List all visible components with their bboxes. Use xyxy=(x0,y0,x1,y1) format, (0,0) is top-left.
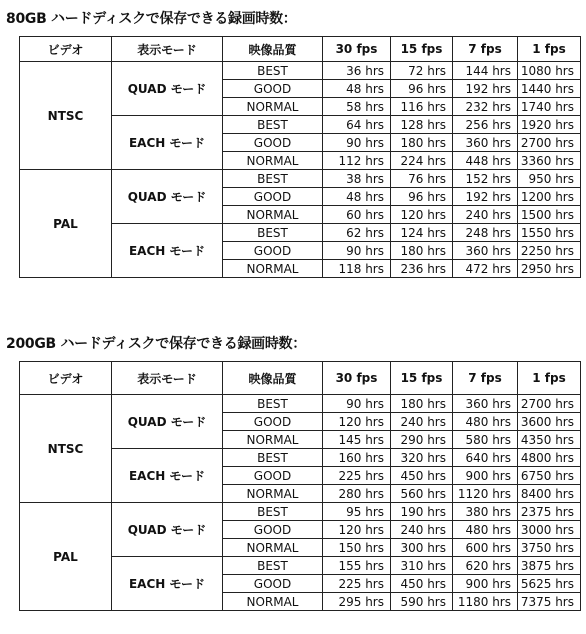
hours-cell: 295 hrs xyxy=(323,593,391,611)
quality-cell: GOOD xyxy=(223,521,323,539)
hours-cell: 180 hrs xyxy=(391,395,453,413)
hours-cell: 3875 hrs xyxy=(518,557,581,575)
display-mode-cell: QUAD モード xyxy=(112,62,223,116)
quality-cell: BEST xyxy=(223,449,323,467)
hours-cell: 120 hrs xyxy=(391,206,453,224)
hours-cell: 192 hrs xyxy=(453,80,518,98)
hours-cell: 118 hrs xyxy=(323,260,391,278)
quality-cell: NORMAL xyxy=(223,431,323,449)
hours-cell: 225 hrs xyxy=(323,467,391,485)
table-row xyxy=(20,170,581,188)
quality-cell: BEST xyxy=(223,224,323,242)
hours-cell: 3000 hrs xyxy=(518,521,581,539)
quality-cell: NORMAL xyxy=(223,98,323,116)
hours-cell: 1120 hrs xyxy=(453,485,518,503)
column-header: 表示モード xyxy=(112,37,223,62)
recording-table-80gb xyxy=(19,36,581,278)
column-header: ビデオ xyxy=(20,37,112,62)
hours-cell: 310 hrs xyxy=(391,557,453,575)
hours-cell: 150 hrs xyxy=(323,539,391,557)
hours-cell: 620 hrs xyxy=(453,557,518,575)
table-row xyxy=(20,503,581,521)
hours-cell: 450 hrs xyxy=(391,467,453,485)
quality-cell: NORMAL xyxy=(223,206,323,224)
hours-cell: 1550 hrs xyxy=(518,224,581,242)
hours-cell: 280 hrs xyxy=(323,485,391,503)
hours-cell: 48 hrs xyxy=(323,80,391,98)
hours-cell: 290 hrs xyxy=(391,431,453,449)
hours-cell: 3360 hrs xyxy=(518,152,581,170)
table-row xyxy=(20,395,581,413)
hours-cell: 124 hrs xyxy=(391,224,453,242)
column-header: 30 fps xyxy=(323,37,391,62)
hours-cell: 128 hrs xyxy=(391,116,453,134)
hours-cell: 560 hrs xyxy=(391,485,453,503)
hours-cell: 3750 hrs xyxy=(518,539,581,557)
quality-cell: GOOD xyxy=(223,188,323,206)
column-header: 1 fps xyxy=(518,362,581,395)
hours-cell: 116 hrs xyxy=(391,98,453,116)
hours-cell: 90 hrs xyxy=(323,134,391,152)
column-header: 1 fps xyxy=(518,37,581,62)
hours-cell: 190 hrs xyxy=(391,503,453,521)
display-mode-cell: EACH モード xyxy=(112,449,223,503)
quality-cell: BEST xyxy=(223,557,323,575)
hours-cell: 236 hrs xyxy=(391,260,453,278)
hours-cell: 1740 hrs xyxy=(518,98,581,116)
hours-cell: 580 hrs xyxy=(453,431,518,449)
hours-cell: 48 hrs xyxy=(323,188,391,206)
hours-cell: 360 hrs xyxy=(453,395,518,413)
hours-cell: 240 hrs xyxy=(391,413,453,431)
column-header: 表示モード xyxy=(112,362,223,395)
hours-cell: 3600 hrs xyxy=(518,413,581,431)
quality-cell: BEST xyxy=(223,503,323,521)
display-mode-cell: EACH モード xyxy=(112,116,223,170)
display-mode-cell: EACH モード xyxy=(112,224,223,278)
hours-cell: 225 hrs xyxy=(323,575,391,593)
hours-cell: 90 hrs xyxy=(323,242,391,260)
hours-cell: 120 hrs xyxy=(323,521,391,539)
section-title-200gb: 200GB ハードディスクで保存できる録画時数： xyxy=(6,336,306,352)
hours-cell: 76 hrs xyxy=(391,170,453,188)
hours-cell: 38 hrs xyxy=(323,170,391,188)
hours-cell: 96 hrs xyxy=(391,188,453,206)
hours-cell: 112 hrs xyxy=(323,152,391,170)
hours-cell: 160 hrs xyxy=(323,449,391,467)
display-mode-cell: QUAD モード xyxy=(112,170,223,224)
column-header: 7 fps xyxy=(453,37,518,62)
hours-cell: 192 hrs xyxy=(453,188,518,206)
hours-cell: 62 hrs xyxy=(323,224,391,242)
hours-cell: 360 hrs xyxy=(453,134,518,152)
quality-cell: GOOD xyxy=(223,467,323,485)
hours-cell: 480 hrs xyxy=(453,521,518,539)
quality-cell: NORMAL xyxy=(223,152,323,170)
section-title-80gb: 80GB ハードディスクで保存できる録画時数： xyxy=(6,11,297,27)
quality-cell: GOOD xyxy=(223,575,323,593)
hours-cell: 144 hrs xyxy=(453,62,518,80)
hours-cell: 1180 hrs xyxy=(453,593,518,611)
hours-cell: 600 hrs xyxy=(453,539,518,557)
hours-cell: 120 hrs xyxy=(323,413,391,431)
hours-cell: 1080 hrs xyxy=(518,62,581,80)
header-row xyxy=(20,37,581,62)
quality-cell: BEST xyxy=(223,170,323,188)
column-header: 映像品質 xyxy=(223,37,323,62)
hours-cell: 36 hrs xyxy=(323,62,391,80)
video-standard-cell: NTSC xyxy=(20,62,112,170)
hours-cell: 256 hrs xyxy=(453,116,518,134)
quality-cell: BEST xyxy=(223,395,323,413)
display-mode-cell: QUAD モード xyxy=(112,503,223,557)
hours-cell: 2375 hrs xyxy=(518,503,581,521)
hours-cell: 640 hrs xyxy=(453,449,518,467)
hours-cell: 900 hrs xyxy=(453,467,518,485)
hours-cell: 4800 hrs xyxy=(518,449,581,467)
hours-cell: 590 hrs xyxy=(391,593,453,611)
display-mode-cell: QUAD モード xyxy=(112,395,223,449)
hours-cell: 950 hrs xyxy=(518,170,581,188)
column-header: 7 fps xyxy=(453,362,518,395)
hours-cell: 320 hrs xyxy=(391,449,453,467)
hours-cell: 380 hrs xyxy=(453,503,518,521)
hours-cell: 2250 hrs xyxy=(518,242,581,260)
hours-cell: 145 hrs xyxy=(323,431,391,449)
hours-cell: 2700 hrs xyxy=(518,134,581,152)
hours-cell: 1200 hrs xyxy=(518,188,581,206)
hours-cell: 96 hrs xyxy=(391,80,453,98)
column-header: 15 fps xyxy=(391,362,453,395)
column-header: 30 fps xyxy=(323,362,391,395)
hours-cell: 60 hrs xyxy=(323,206,391,224)
quality-cell: NORMAL xyxy=(223,593,323,611)
quality-cell: BEST xyxy=(223,116,323,134)
hours-cell: 472 hrs xyxy=(453,260,518,278)
hours-cell: 300 hrs xyxy=(391,539,453,557)
hours-cell: 480 hrs xyxy=(453,413,518,431)
hours-cell: 6750 hrs xyxy=(518,467,581,485)
quality-cell: BEST xyxy=(223,62,323,80)
hours-cell: 152 hrs xyxy=(453,170,518,188)
hours-cell: 7375 hrs xyxy=(518,593,581,611)
hours-cell: 448 hrs xyxy=(453,152,518,170)
hours-cell: 180 hrs xyxy=(391,134,453,152)
table-row xyxy=(20,62,581,80)
video-standard-cell: PAL xyxy=(20,170,112,278)
hours-cell: 1920 hrs xyxy=(518,116,581,134)
hours-cell: 1500 hrs xyxy=(518,206,581,224)
hours-cell: 64 hrs xyxy=(323,116,391,134)
quality-cell: GOOD xyxy=(223,80,323,98)
video-standard-cell: PAL xyxy=(20,503,112,611)
hours-cell: 240 hrs xyxy=(391,521,453,539)
header-row xyxy=(20,362,581,395)
hours-cell: 180 hrs xyxy=(391,242,453,260)
quality-cell: NORMAL xyxy=(223,260,323,278)
recording-table-200gb xyxy=(19,361,581,611)
hours-cell: 90 hrs xyxy=(323,395,391,413)
hours-cell: 360 hrs xyxy=(453,242,518,260)
quality-cell: GOOD xyxy=(223,242,323,260)
hours-cell: 72 hrs xyxy=(391,62,453,80)
hours-cell: 2950 hrs xyxy=(518,260,581,278)
hours-cell: 450 hrs xyxy=(391,575,453,593)
hours-cell: 900 hrs xyxy=(453,575,518,593)
quality-cell: NORMAL xyxy=(223,539,323,557)
column-header: ビデオ xyxy=(20,362,112,395)
column-header: 15 fps xyxy=(391,37,453,62)
column-header: 映像品質 xyxy=(223,362,323,395)
hours-cell: 95 hrs xyxy=(323,503,391,521)
hours-cell: 58 hrs xyxy=(323,98,391,116)
hours-cell: 8400 hrs xyxy=(518,485,581,503)
hours-cell: 224 hrs xyxy=(391,152,453,170)
hours-cell: 232 hrs xyxy=(453,98,518,116)
hours-cell: 155 hrs xyxy=(323,557,391,575)
video-standard-cell: NTSC xyxy=(20,395,112,503)
quality-cell: GOOD xyxy=(223,413,323,431)
hours-cell: 248 hrs xyxy=(453,224,518,242)
quality-cell: NORMAL xyxy=(223,485,323,503)
hours-cell: 5625 hrs xyxy=(518,575,581,593)
display-mode-cell: EACH モード xyxy=(112,557,223,611)
hours-cell: 4350 hrs xyxy=(518,431,581,449)
quality-cell: GOOD xyxy=(223,134,323,152)
hours-cell: 1440 hrs xyxy=(518,80,581,98)
hours-cell: 240 hrs xyxy=(453,206,518,224)
hours-cell: 2700 hrs xyxy=(518,395,581,413)
